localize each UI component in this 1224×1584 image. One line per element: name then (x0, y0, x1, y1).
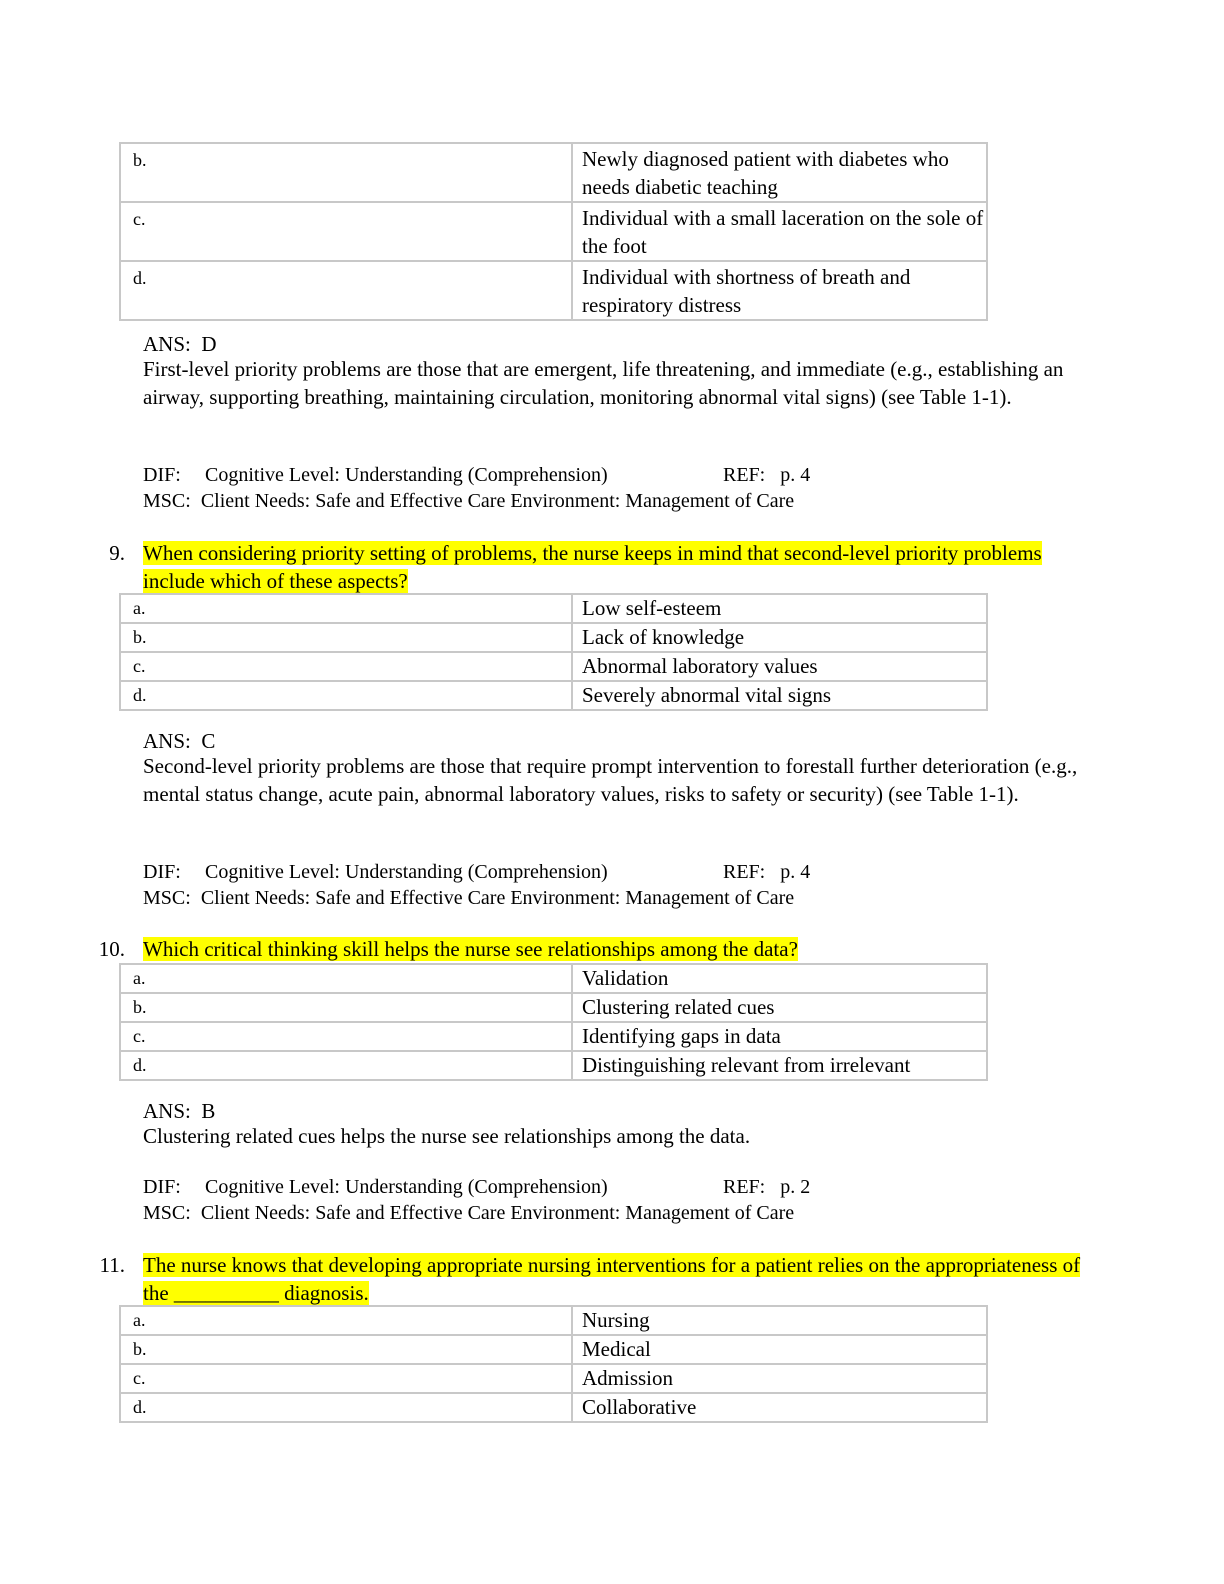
option-letter: a. (120, 1306, 572, 1335)
option-text: Low self-esteem (572, 594, 987, 623)
option-row (120, 681, 987, 710)
option-row (120, 261, 987, 320)
dif-label: DIF: (143, 1176, 181, 1198)
option-row (120, 202, 987, 261)
option-row (120, 964, 987, 993)
option-text: Collaborative (572, 1393, 987, 1422)
option-text: Distinguishing relevant from irrelevant (572, 1051, 987, 1080)
option-letter: d. (120, 261, 572, 320)
answer-label: ANS: (143, 1099, 191, 1123)
option-text: Clustering related cues (572, 993, 987, 1022)
option-text: Newly diagnosed patient with diabetes who needs diabetic teaching (572, 143, 987, 202)
option-letter: b. (120, 993, 572, 1022)
answer-label: ANS: (143, 332, 191, 356)
option-row (120, 143, 987, 202)
option-text: Abnormal laboratory values (572, 652, 987, 681)
q10-rationale: Clustering related cues helps the nurse see relationships among the data. (143, 1124, 751, 1148)
option-text: Validation (572, 964, 987, 993)
msc-label: MSC: (143, 887, 191, 909)
q10-options-table (119, 963, 988, 1081)
option-text: Admission (572, 1364, 987, 1393)
ref-label: REF: (723, 1176, 766, 1198)
option-letter: c. (120, 652, 572, 681)
option-text: Nursing (572, 1306, 987, 1335)
answer-label: ANS: (143, 729, 191, 753)
ref-label: REF: (723, 861, 766, 883)
option-letter: c. (120, 1364, 572, 1393)
option-row (120, 1022, 987, 1051)
option-letter: d. (120, 1051, 572, 1080)
option-text: Individual with a small laceration on the sole of the foot (572, 202, 987, 261)
ref-value: p. 2 (780, 1176, 811, 1198)
option-letter: d. (120, 1393, 572, 1422)
dif-value: Cognitive Level: Understanding (Comprehension) (205, 1176, 608, 1198)
question-highlight: The nurse knows that developing appropriate nursing interventions for a patient relies on the appropriateness of the __________ diagnosis. (143, 1253, 1081, 1305)
dif-label: DIF: (143, 861, 181, 883)
question-text (143, 1251, 1083, 1307)
option-letter: b. (120, 623, 572, 652)
option-row (120, 594, 987, 623)
question-text (143, 935, 1083, 963)
question-number: 11. (99, 1253, 125, 1277)
option-row (120, 623, 987, 652)
option-letter: d. (120, 681, 572, 710)
answer-value: B (201, 1099, 216, 1123)
dif-value: Cognitive Level: Understanding (Comprehension) (205, 861, 608, 883)
question-number: 10. (98, 937, 125, 961)
msc-value: Client Needs: Safe and Effective Care Environment: Management of Care (200, 887, 795, 909)
dif-label: DIF: (143, 464, 181, 486)
msc-label: MSC: (143, 1202, 191, 1224)
option-row (120, 1364, 987, 1393)
ref-value: p. 4 (780, 861, 811, 883)
option-row (120, 1393, 987, 1422)
msc-value: Client Needs: Safe and Effective Care Environment: Management of Care (200, 1202, 795, 1224)
option-letter: a. (120, 964, 572, 993)
answer-value: C (201, 729, 216, 753)
q10-metadata (143, 1174, 810, 1226)
option-letter: c. (120, 202, 572, 261)
q8-metadata (143, 462, 810, 514)
option-row (120, 1335, 987, 1364)
option-text: Medical (572, 1335, 987, 1364)
ref-label: REF: (723, 464, 766, 486)
option-text: Lack of knowledge (572, 623, 987, 652)
dif-value: Cognitive Level: Understanding (Comprehension) (205, 464, 608, 486)
option-row (120, 993, 987, 1022)
q9-metadata (143, 859, 810, 911)
option-letter: b. (120, 143, 572, 202)
option-text: Individual with shortness of breath and respiratory distress (572, 261, 987, 320)
option-text: Identifying gaps in data (572, 1022, 987, 1051)
question-highlight: Which critical thinking skill helps the nurse see relationships among the data? (143, 937, 798, 961)
q8-options-table (119, 142, 988, 321)
q11-options-table (119, 1305, 988, 1423)
q8-rationale: First-level priority problems are those that are emergent, life threatening, and immediate (e.g., establishing an airway, supporting breathing, maintaining circulation, monitoring abnormal vital signs) (see Table 1-1). (143, 357, 1064, 409)
msc-label: MSC: (143, 490, 191, 512)
q8-answer (143, 330, 217, 358)
q9-answer (143, 727, 215, 755)
ref-value: p. 4 (780, 464, 811, 486)
question-number: 9. (109, 541, 125, 565)
option-row (120, 652, 987, 681)
msc-value: Client Needs: Safe and Effective Care Environment: Management of Care (200, 490, 795, 512)
q9-rationale: Second-level priority problems are those that require prompt intervention to forestall further deterioration (e.g., mental status change, acute pain, abnormal laboratory values, risks to safety or security) (see Table 1-1). (143, 754, 1078, 806)
question-text (143, 539, 1083, 595)
option-letter: c. (120, 1022, 572, 1051)
option-row (120, 1306, 987, 1335)
option-letter: a. (120, 594, 572, 623)
question-highlight: When considering priority setting of problems, the nurse keeps in mind that second-level priority problems include which of these aspects? (143, 541, 1042, 593)
q10-answer (143, 1097, 215, 1125)
q9-options-table (119, 593, 988, 711)
answer-value: D (201, 332, 217, 356)
option-letter: b. (120, 1335, 572, 1364)
option-text: Severely abnormal vital signs (572, 681, 987, 710)
option-row (120, 1051, 987, 1080)
